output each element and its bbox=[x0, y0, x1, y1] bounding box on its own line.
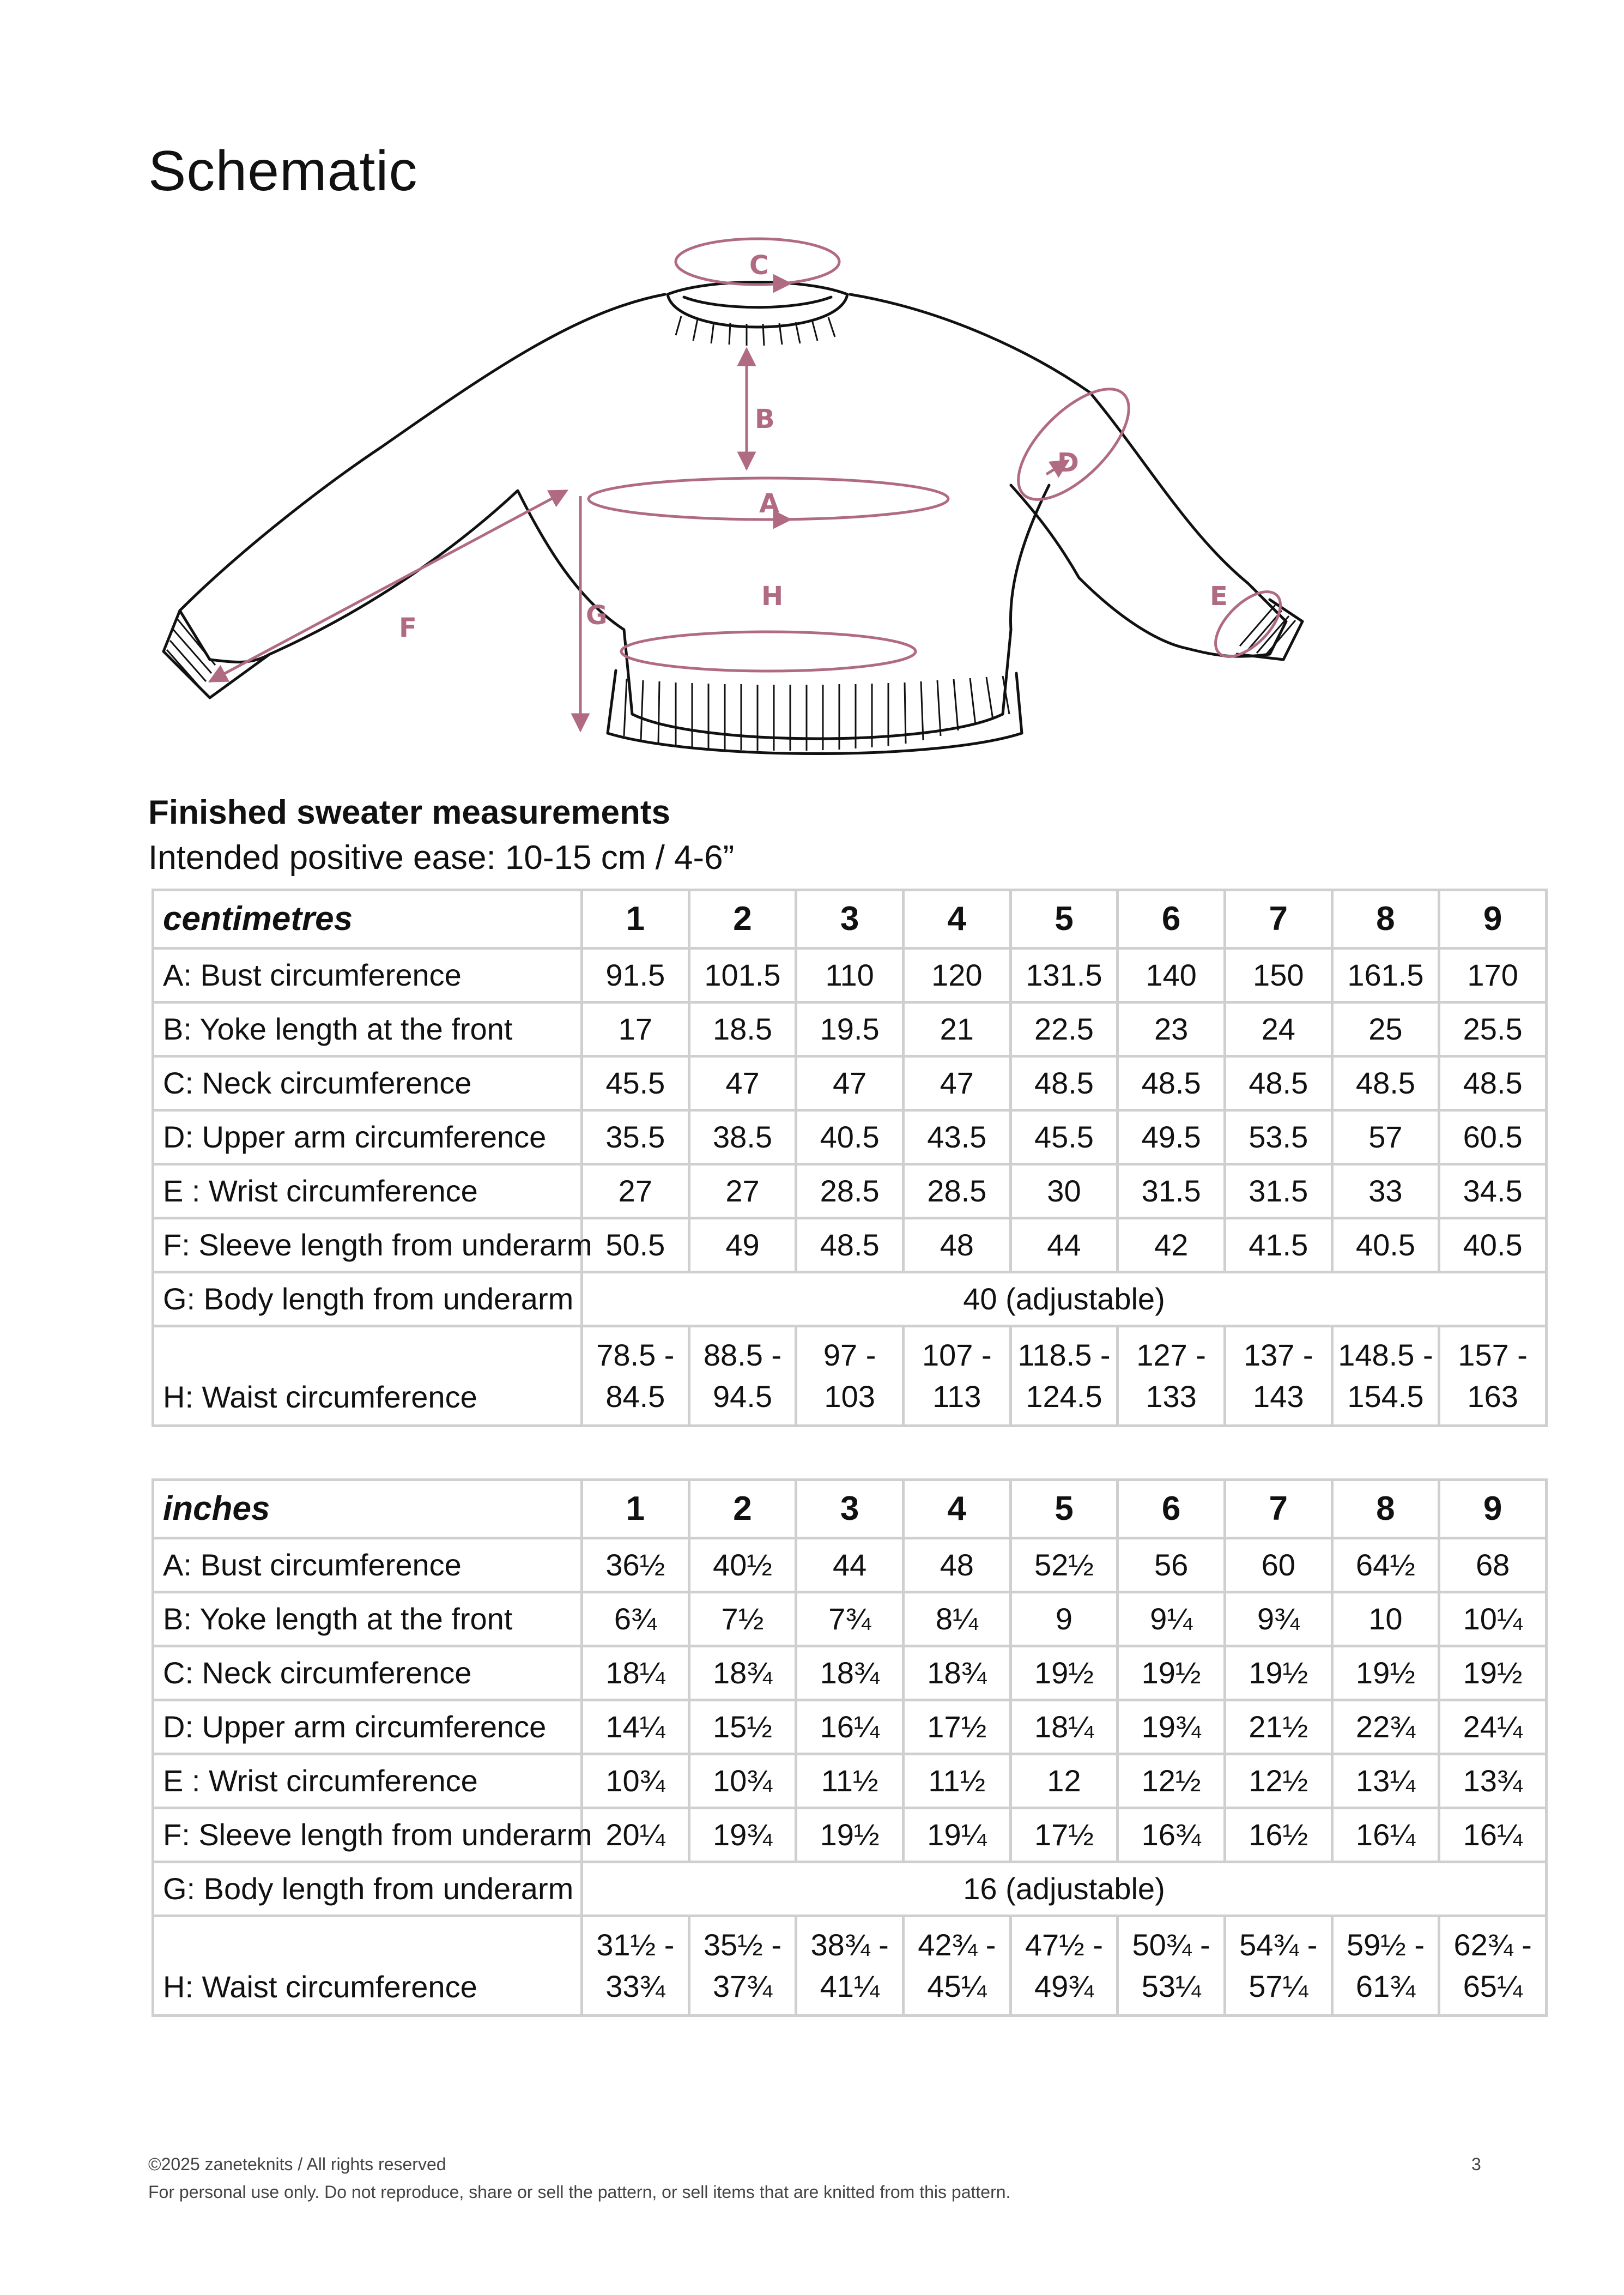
size-header: 1 bbox=[582, 890, 689, 949]
waist-range-max: 61¾ bbox=[1355, 1969, 1415, 2003]
waist-range-cell bbox=[1332, 1916, 1439, 2016]
measurement-cell: 57 bbox=[1332, 1110, 1439, 1164]
waist-range-max: 124.5 bbox=[1026, 1379, 1102, 1414]
measurement-cell: 44 bbox=[796, 1538, 904, 1592]
measurement-cell: 38.5 bbox=[689, 1110, 796, 1164]
size-header: 7 bbox=[1225, 1480, 1332, 1538]
waist-range-max: 37¾ bbox=[712, 1969, 772, 2003]
section-title: Finished sweater measurements bbox=[148, 794, 670, 831]
measurement-cell: 10¾ bbox=[582, 1754, 689, 1808]
upper-arm-circumference-guide bbox=[1001, 371, 1147, 518]
waist-range-max: 84.5 bbox=[605, 1379, 665, 1414]
measurement-cell: 48.5 bbox=[1332, 1056, 1439, 1110]
size-header: 8 bbox=[1332, 890, 1439, 949]
table-row bbox=[153, 1002, 1547, 1056]
label-a: A bbox=[759, 488, 780, 519]
measurement-cell: 22.5 bbox=[1010, 1002, 1118, 1056]
ribbing-lines bbox=[167, 316, 1295, 751]
waist-range-max: 133 bbox=[1146, 1379, 1197, 1414]
measurement-cell: 15½ bbox=[689, 1700, 796, 1754]
measurement-cell: 13¾ bbox=[1439, 1754, 1547, 1808]
measurement-cell: 21½ bbox=[1225, 1700, 1332, 1754]
waist-range-min: 118.5 - bbox=[1017, 1338, 1111, 1372]
waist-range-min: 127 - bbox=[1136, 1338, 1206, 1372]
waist-range-max: 163 bbox=[1467, 1379, 1518, 1414]
waist-circumference-guide bbox=[621, 632, 916, 671]
measurement-cell: 53.5 bbox=[1225, 1110, 1332, 1164]
body-length-cell: 16 (adjustable) bbox=[582, 1862, 1547, 1916]
body-length-cell: 40 (adjustable) bbox=[582, 1272, 1547, 1326]
measurement-cell: 43.5 bbox=[903, 1110, 1010, 1164]
measurement-cell: 7½ bbox=[689, 1592, 796, 1646]
measurement-cell: 48.5 bbox=[1118, 1056, 1225, 1110]
waist-range-min: 97 - bbox=[823, 1338, 876, 1372]
measurement-cell: 45.5 bbox=[1010, 1110, 1118, 1164]
measurement-cell: 47 bbox=[689, 1056, 796, 1110]
waist-range-max: 154.5 bbox=[1347, 1379, 1424, 1414]
waist-range-cell bbox=[582, 1326, 689, 1426]
measurement-cell: 14¼ bbox=[582, 1700, 689, 1754]
row-label: A: Bust circumference bbox=[153, 1538, 582, 1592]
page-title: Schematic bbox=[148, 140, 418, 203]
row-label: F: Sleeve length from underarm bbox=[153, 1808, 582, 1862]
size-header: 6 bbox=[1118, 1480, 1225, 1538]
sleeve-length-arrow bbox=[210, 491, 567, 681]
row-label: E : Wrist circumference bbox=[153, 1754, 582, 1808]
measurement-cell: 48.5 bbox=[1225, 1056, 1332, 1110]
measurement-cell: 17 bbox=[582, 1002, 689, 1056]
waist-range-cell bbox=[1225, 1916, 1332, 2016]
measurement-cell: 101.5 bbox=[689, 949, 796, 1002]
measurement-cell: 17½ bbox=[1010, 1808, 1118, 1862]
measurement-cell: 24¼ bbox=[1439, 1700, 1547, 1754]
neck-inner bbox=[684, 297, 831, 307]
measurement-cell: 27 bbox=[689, 1164, 796, 1218]
label-c: C bbox=[749, 250, 769, 281]
measurement-cell: 10¼ bbox=[1439, 1592, 1547, 1646]
measurement-cell: 68 bbox=[1439, 1538, 1547, 1592]
measurement-cell: 9 bbox=[1010, 1592, 1118, 1646]
table-row bbox=[153, 1218, 1547, 1272]
measurement-cell: 17½ bbox=[903, 1700, 1010, 1754]
measurement-cell: 21 bbox=[903, 1002, 1010, 1056]
measurement-cell: 16¼ bbox=[796, 1700, 904, 1754]
waist-range-min: 88.5 - bbox=[703, 1338, 782, 1372]
measurement-cell: 45.5 bbox=[582, 1056, 689, 1110]
measurement-cell: 48.5 bbox=[1439, 1056, 1547, 1110]
measurement-cell: 19½ bbox=[796, 1808, 904, 1862]
measurement-cell: 47 bbox=[796, 1056, 904, 1110]
measurement-cell: 27 bbox=[582, 1164, 689, 1218]
label-h: H bbox=[761, 581, 784, 612]
size-header: 2 bbox=[689, 890, 796, 949]
waist-range-max: 57¼ bbox=[1249, 1969, 1308, 2003]
measurement-cell: 16¼ bbox=[1332, 1808, 1439, 1862]
measurement-cell: 16¼ bbox=[1439, 1808, 1547, 1862]
measurement-cell: 49.5 bbox=[1118, 1110, 1225, 1164]
table-row-waist bbox=[153, 1916, 1547, 2016]
measurement-cell: 140 bbox=[1118, 949, 1225, 1002]
size-header: 3 bbox=[796, 1480, 904, 1538]
measurement-cell: 33 bbox=[1332, 1164, 1439, 1218]
table-row bbox=[153, 1538, 1547, 1592]
measurement-cell: 12 bbox=[1010, 1754, 1118, 1808]
waist-range-max: 113 bbox=[932, 1379, 981, 1414]
measurement-cell: 23 bbox=[1118, 1002, 1225, 1056]
measurement-cell: 25 bbox=[1332, 1002, 1439, 1056]
waist-range-max: 53¼ bbox=[1141, 1969, 1201, 2003]
left-cuff-outline bbox=[163, 611, 270, 698]
ease-note: Intended positive ease: 10-15 cm / 4-6” bbox=[148, 839, 735, 877]
size-header: 4 bbox=[903, 1480, 1010, 1538]
waist-range-cell bbox=[903, 1326, 1010, 1426]
row-label: C: Neck circumference bbox=[153, 1646, 582, 1700]
measurement-cell: 19½ bbox=[1118, 1646, 1225, 1700]
label-d: D bbox=[1057, 448, 1079, 478]
measurement-cell: 28.5 bbox=[903, 1164, 1010, 1218]
measurement-cell: 19¾ bbox=[1118, 1700, 1225, 1754]
inches-table bbox=[152, 1478, 1548, 2017]
measurement-cell: 64½ bbox=[1332, 1538, 1439, 1592]
centimetres-table bbox=[152, 889, 1548, 1427]
table-row bbox=[153, 1808, 1547, 1862]
waist-range-cell bbox=[1010, 1916, 1118, 2016]
measurement-cell: 120 bbox=[903, 949, 1010, 1002]
waist-range-max: 143 bbox=[1253, 1379, 1304, 1414]
unit-header: inches bbox=[153, 1480, 582, 1538]
waist-range-cell bbox=[903, 1916, 1010, 2016]
measurement-cell: 31.5 bbox=[1118, 1164, 1225, 1218]
measurement-cell: 150 bbox=[1225, 949, 1332, 1002]
measurement-labels bbox=[399, 250, 1228, 643]
waist-range-max: 33¾ bbox=[605, 1969, 665, 2003]
table-row bbox=[153, 1164, 1547, 1218]
label-b: B bbox=[755, 404, 775, 434]
waist-range-min: 50¾ - bbox=[1132, 1928, 1210, 1962]
waist-range-max: 49¾ bbox=[1034, 1969, 1094, 2003]
row-label: D: Upper arm circumference bbox=[153, 1110, 582, 1164]
measurement-cell: 48.5 bbox=[796, 1218, 904, 1272]
measurement-cell: 50.5 bbox=[582, 1218, 689, 1272]
row-label: D: Upper arm circumference bbox=[153, 1700, 582, 1754]
row-label: H: Waist circumference bbox=[153, 1916, 582, 2016]
waist-range-min: 47½ - bbox=[1025, 1928, 1104, 1962]
footer-note: For personal use only. Do not reproduce, share or sell the pattern, or sell items that are knitted from this pattern. bbox=[148, 2182, 1011, 2202]
header-row bbox=[153, 1480, 1547, 1538]
waist-ribbing-outline bbox=[608, 671, 1022, 754]
waist-range-min: 78.5 - bbox=[596, 1338, 675, 1372]
measurement-cell: 25.5 bbox=[1439, 1002, 1547, 1056]
measurement-cell: 9¾ bbox=[1225, 1592, 1332, 1646]
page-number: 3 bbox=[1471, 2154, 1481, 2174]
measurement-cell: 30 bbox=[1010, 1164, 1118, 1218]
waist-range-cell bbox=[689, 1916, 796, 2016]
footer-copyright: ©2025 zaneteknits / All rights reserved bbox=[148, 2154, 446, 2174]
waist-range-cell bbox=[1118, 1916, 1225, 2016]
measurement-cell: 131.5 bbox=[1010, 949, 1118, 1002]
waist-range-cell bbox=[582, 1916, 689, 2016]
size-header: 6 bbox=[1118, 890, 1225, 949]
label-f: F bbox=[399, 613, 417, 643]
table-row bbox=[153, 1754, 1547, 1808]
measurement-cell: 36½ bbox=[582, 1538, 689, 1592]
size-header: 8 bbox=[1332, 1480, 1439, 1538]
waist-range-min: 31½ - bbox=[596, 1928, 675, 1962]
measurement-cell: 56 bbox=[1118, 1538, 1225, 1592]
waist-range-min: 35½ - bbox=[703, 1928, 782, 1962]
row-label: G: Body length from underarm bbox=[153, 1862, 582, 1916]
size-header: 2 bbox=[689, 1480, 796, 1538]
waist-range-min: 148.5 - bbox=[1338, 1338, 1433, 1372]
table-row bbox=[153, 1646, 1547, 1700]
measurement-cell: 22¾ bbox=[1332, 1700, 1439, 1754]
measurement-guides bbox=[210, 239, 1292, 730]
header-row bbox=[153, 890, 1547, 949]
measurement-cell: 52½ bbox=[1010, 1538, 1118, 1592]
measurement-cell: 12½ bbox=[1118, 1754, 1225, 1808]
measurement-cell: 18¼ bbox=[582, 1646, 689, 1700]
waist-range-min: 137 - bbox=[1243, 1338, 1313, 1372]
row-label: F: Sleeve length from underarm bbox=[153, 1218, 582, 1272]
measurement-cell: 40.5 bbox=[1332, 1218, 1439, 1272]
unit-header: centimetres bbox=[153, 890, 582, 949]
measurement-cell: 6¾ bbox=[582, 1592, 689, 1646]
waist-range-cell bbox=[1225, 1326, 1332, 1426]
measurement-cell: 19½ bbox=[1010, 1646, 1118, 1700]
measurement-cell: 60.5 bbox=[1439, 1110, 1547, 1164]
size-header: 7 bbox=[1225, 890, 1332, 949]
measurement-cell: 9¼ bbox=[1118, 1592, 1225, 1646]
measurement-cell: 40.5 bbox=[1439, 1218, 1547, 1272]
measurement-cell: 40.5 bbox=[796, 1110, 904, 1164]
measurement-cell: 41.5 bbox=[1225, 1218, 1332, 1272]
measurement-cell: 12½ bbox=[1225, 1754, 1332, 1808]
size-header: 4 bbox=[903, 890, 1010, 949]
measurement-cell: 34.5 bbox=[1439, 1164, 1547, 1218]
waist-range-min: 42¾ - bbox=[918, 1928, 996, 1962]
measurement-cell: 19½ bbox=[1225, 1646, 1332, 1700]
row-label: E : Wrist circumference bbox=[153, 1164, 582, 1218]
sweater-schematic bbox=[153, 229, 1352, 774]
table-row bbox=[153, 1592, 1547, 1646]
label-e: E bbox=[1210, 581, 1228, 612]
measurement-cell: 110 bbox=[796, 949, 904, 1002]
waist-range-max: 45¼ bbox=[927, 1969, 987, 2003]
measurement-cell: 16¾ bbox=[1118, 1808, 1225, 1862]
measurement-cell: 8¼ bbox=[903, 1592, 1010, 1646]
label-g: G bbox=[586, 600, 608, 631]
row-label: H: Waist circumference bbox=[153, 1326, 582, 1426]
measurement-cell: 19½ bbox=[1439, 1646, 1547, 1700]
waist-range-cell bbox=[1439, 1916, 1547, 2016]
measurement-cell: 19¼ bbox=[903, 1808, 1010, 1862]
measurement-cell: 48 bbox=[903, 1538, 1010, 1592]
measurement-cell: 18¾ bbox=[796, 1646, 904, 1700]
row-label: A: Bust circumference bbox=[153, 949, 582, 1002]
table-row-waist bbox=[153, 1326, 1547, 1426]
measurement-cell: 11½ bbox=[903, 1754, 1010, 1808]
waist-range-min: 54¾ - bbox=[1239, 1928, 1318, 1962]
measurement-cell: 31.5 bbox=[1225, 1164, 1332, 1218]
size-header: 9 bbox=[1439, 890, 1547, 949]
table-row bbox=[153, 1110, 1547, 1164]
waist-range-min: 38¾ - bbox=[810, 1928, 889, 1962]
waist-range-min: 62¾ - bbox=[1453, 1928, 1532, 1962]
waist-range-cell bbox=[1439, 1326, 1547, 1426]
measurement-cell: 60 bbox=[1225, 1538, 1332, 1592]
table-row-body-length bbox=[153, 1272, 1547, 1326]
row-label: B: Yoke length at the front bbox=[153, 1002, 582, 1056]
measurement-cell: 10¾ bbox=[689, 1754, 796, 1808]
measurement-cell: 28.5 bbox=[796, 1164, 904, 1218]
waist-range-cell bbox=[1332, 1326, 1439, 1426]
measurement-cell: 40½ bbox=[689, 1538, 796, 1592]
neck-ribbing-outline bbox=[668, 282, 847, 328]
waist-range-cell bbox=[1118, 1326, 1225, 1426]
table-row bbox=[153, 1700, 1547, 1754]
measurement-cell: 19.5 bbox=[796, 1002, 904, 1056]
size-header: 3 bbox=[796, 890, 904, 949]
waist-range-cell bbox=[796, 1326, 904, 1426]
waist-range-min: 157 - bbox=[1458, 1338, 1528, 1372]
measurement-cell: 13¼ bbox=[1332, 1754, 1439, 1808]
measurement-cell: 49 bbox=[689, 1218, 796, 1272]
measurement-cell: 19¾ bbox=[689, 1808, 796, 1862]
measurement-cell: 11½ bbox=[796, 1754, 904, 1808]
row-label: B: Yoke length at the front bbox=[153, 1592, 582, 1646]
row-label: G: Body length from underarm bbox=[153, 1272, 582, 1326]
waist-range-cell bbox=[796, 1916, 904, 2016]
measurement-cell: 10 bbox=[1332, 1592, 1439, 1646]
measurement-cell: 24 bbox=[1225, 1002, 1332, 1056]
measurement-cell: 44 bbox=[1010, 1218, 1118, 1272]
waist-range-max: 41¼ bbox=[820, 1969, 880, 2003]
measurement-cell: 18¾ bbox=[903, 1646, 1010, 1700]
waist-range-max: 103 bbox=[824, 1379, 875, 1414]
measurement-cell: 18¾ bbox=[689, 1646, 796, 1700]
measurement-cell: 161.5 bbox=[1332, 949, 1439, 1002]
table-row bbox=[153, 1056, 1547, 1110]
measurement-cell: 18.5 bbox=[689, 1002, 796, 1056]
measurement-cell: 48.5 bbox=[1010, 1056, 1118, 1110]
waist-range-max: 94.5 bbox=[712, 1379, 772, 1414]
waist-range-max: 65¼ bbox=[1463, 1969, 1523, 2003]
measurement-cell: 35.5 bbox=[582, 1110, 689, 1164]
waist-range-min: 107 - bbox=[922, 1338, 992, 1372]
table-row-body-length bbox=[153, 1862, 1547, 1916]
size-header: 5 bbox=[1010, 890, 1118, 949]
measurement-cell: 7¾ bbox=[796, 1592, 904, 1646]
row-label: C: Neck circumference bbox=[153, 1056, 582, 1110]
waist-range-cell bbox=[1010, 1326, 1118, 1426]
measurement-cell: 170 bbox=[1439, 949, 1547, 1002]
size-header: 9 bbox=[1439, 1480, 1547, 1538]
measurement-cell: 48 bbox=[903, 1218, 1010, 1272]
size-header: 1 bbox=[582, 1480, 689, 1538]
measurement-cell: 16½ bbox=[1225, 1808, 1332, 1862]
table-row bbox=[153, 949, 1547, 1002]
measurement-cell: 42 bbox=[1118, 1218, 1225, 1272]
waist-range-min: 59½ - bbox=[1346, 1928, 1425, 1962]
waist-range-cell bbox=[689, 1326, 796, 1426]
measurement-cell: 20¼ bbox=[582, 1808, 689, 1862]
size-header: 5 bbox=[1010, 1480, 1118, 1538]
measurement-cell: 18¼ bbox=[1010, 1700, 1118, 1754]
measurement-cell: 47 bbox=[903, 1056, 1010, 1110]
measurement-cell: 91.5 bbox=[582, 949, 689, 1002]
measurement-cell: 19½ bbox=[1332, 1646, 1439, 1700]
